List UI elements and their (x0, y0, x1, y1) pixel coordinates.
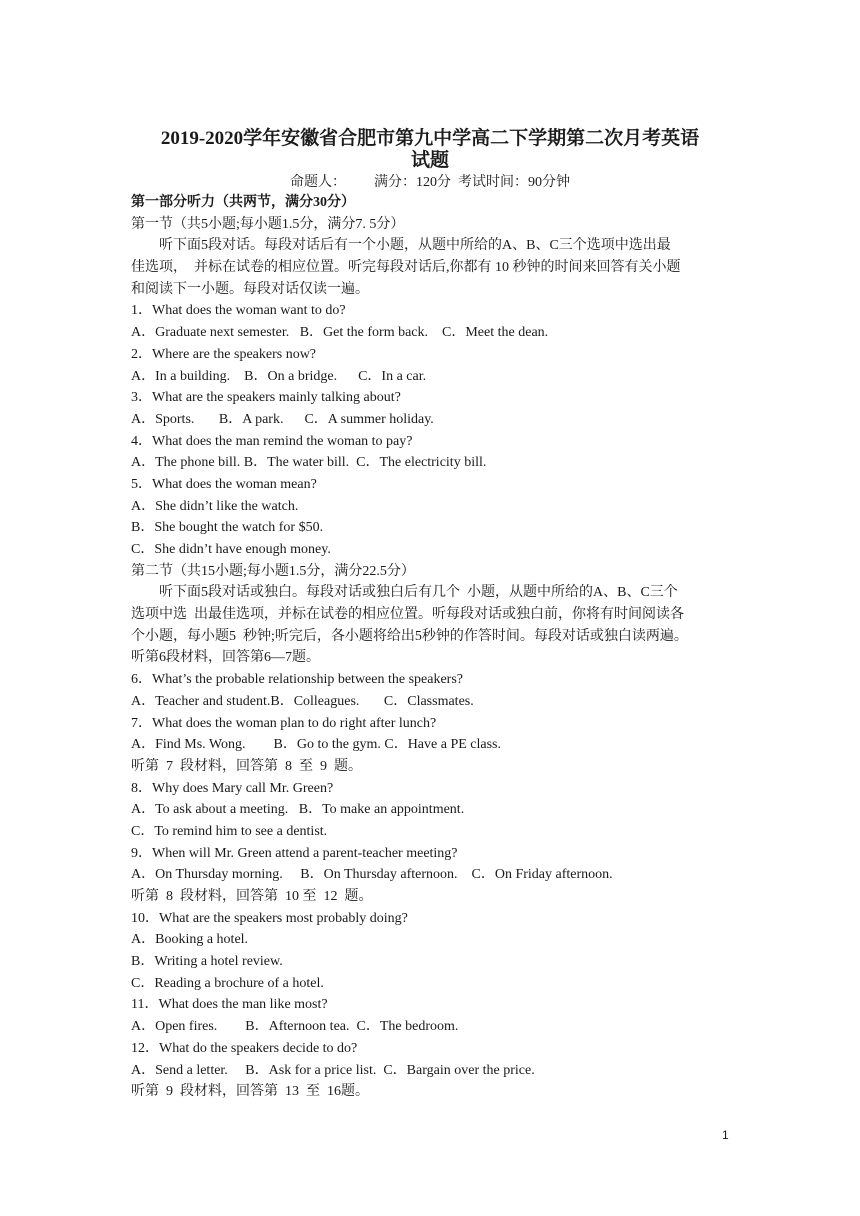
question-1: 1．What does the woman want to do? (131, 303, 346, 319)
question-10: 10．What are the speakers most probably doing? (131, 910, 408, 926)
question-5: 5．What does the woman mean? (131, 476, 317, 492)
question-11: 11．What does the man like most? (131, 997, 328, 1013)
question-9-options: A．On Thursday morning. B．On Thursday afternoon. C．On Friday afternoon. (131, 867, 613, 883)
question-5-option-b: B．She bought the watch for $50. (131, 520, 324, 536)
section2-instructions-line3: 个小题，每小题5 秒钟;听完后，各小题将给出5秒钟的作答时间。每段对话或独白读两遍。 (131, 628, 688, 644)
question-5-option-c: C．She didn’t have enough money. (131, 542, 331, 557)
question-1-options: A．Graduate next semester. B．Get the form back. C．Meet the dean. (131, 325, 549, 341)
question-3: 3．What are the speakers mainly talking about? (131, 390, 401, 406)
question-8-options-ab: A．To ask about a meeting. B．To make an appointment. (131, 802, 465, 818)
question-2-options: A．In a building. B．On a bridge. C．In a car. (131, 368, 427, 384)
question-10-option-c: C．Reading a brochure of a hotel. (131, 975, 324, 991)
question-9: 9．When will Mr. Green attend a parent-teacher meeting? (131, 845, 458, 861)
question-10-option-b: B．Writing a hotel review. (131, 954, 283, 970)
question-10-option-a: A．Booking a hotel. (131, 932, 249, 948)
question-12: 12．What do the speakers decide to do? (131, 1040, 358, 1056)
section2-heading: 第二节（共15小题;每小题1.5分，满分22.5分） (131, 563, 415, 579)
question-2: 2．Where are the speakers now? (131, 346, 317, 362)
question-6-options: A．Teacher and student.B．Colleagues. C．Classmates. (131, 693, 474, 709)
material-8-note: 听第 8 段材料，回答第 10 至 12 题。 (131, 889, 373, 904)
section1-heading: 第一节（共5小题;每小题1.5分，满分7. 5分） (131, 216, 405, 232)
part1-heading: 第一部分听力（共两节，满分30分） (131, 195, 355, 210)
author-label: 命题人： (290, 175, 346, 190)
section1-instructions-line1: 听下面5段对话。每段对话后有一个小题，从题中所给的A、B、C三个选项中选出最 (159, 238, 671, 254)
document-title-line2: 试题 (410, 150, 449, 171)
score-info: 满分：120分 考试时间：90分钟 (374, 175, 570, 190)
question-4-options: A．The phone bill. B．The water bill. C．The electricity bill. (131, 455, 487, 471)
section2-instructions-line1: 听下面5段对话或独白。每段对话或独白后有几个 小题，从题中所给的A、B、C三个 (159, 585, 678, 601)
question-11-options: A．Open fires. B．Afternoon tea. C．The bedroom. (131, 1019, 459, 1035)
question-8-option-c: C．To remind him to see a dentist. (131, 823, 328, 839)
document-body (131, 192, 731, 1103)
material-6-note: 听第6段材料，回答第6—7题。 (131, 650, 320, 666)
question-5-option-a: A．She didn’t like the watch. (131, 498, 299, 514)
question-4: 4．What does the man remind the woman to pay? (131, 433, 413, 449)
page-number: 1 (722, 1128, 729, 1142)
question-12-options: A．Send a letter. B．Ask for a price list. C．Bargain over the price. (131, 1062, 535, 1078)
material-9-note: 听第 9 段材料，回答第 13 至 16题。 (131, 1084, 369, 1100)
question-8: 8．Why does Mary call Mr. Green? (131, 780, 334, 796)
section2-instructions-line2: 选项中选 出最佳选项，并标在试卷的相应位置。听每段对话或独白前，你将有时间阅读各 (131, 607, 684, 623)
exam-info (0, 174, 860, 192)
question-7-options: A．Find Ms. Wong. B．Go to the gym. C．Have a PE class. (131, 737, 501, 753)
section1-instructions-line3: 和阅读下一小题。每段对话仅读一遍。 (131, 281, 369, 297)
section1-instructions-line2: 佳选项， 并标在试卷的相应位置。听完每段对话后,你都有 10 秒钟的时间来回答有关小题 (131, 260, 681, 276)
material-7-note: 听第 7 段材料，回答第 8 至 9 题。 (131, 758, 362, 774)
document-title-line1: 2019-2020学年安徽省合肥市第九中学高二下学期第二次月考英语 (160, 128, 700, 149)
question-7: 7．What does the woman plan to do right after lunch? (131, 715, 437, 731)
question-3-options: A．Sports. B．A park. C．A summer holiday. (131, 411, 434, 427)
question-6: 6．What’s the probable relationship between the speakers? (131, 672, 463, 688)
